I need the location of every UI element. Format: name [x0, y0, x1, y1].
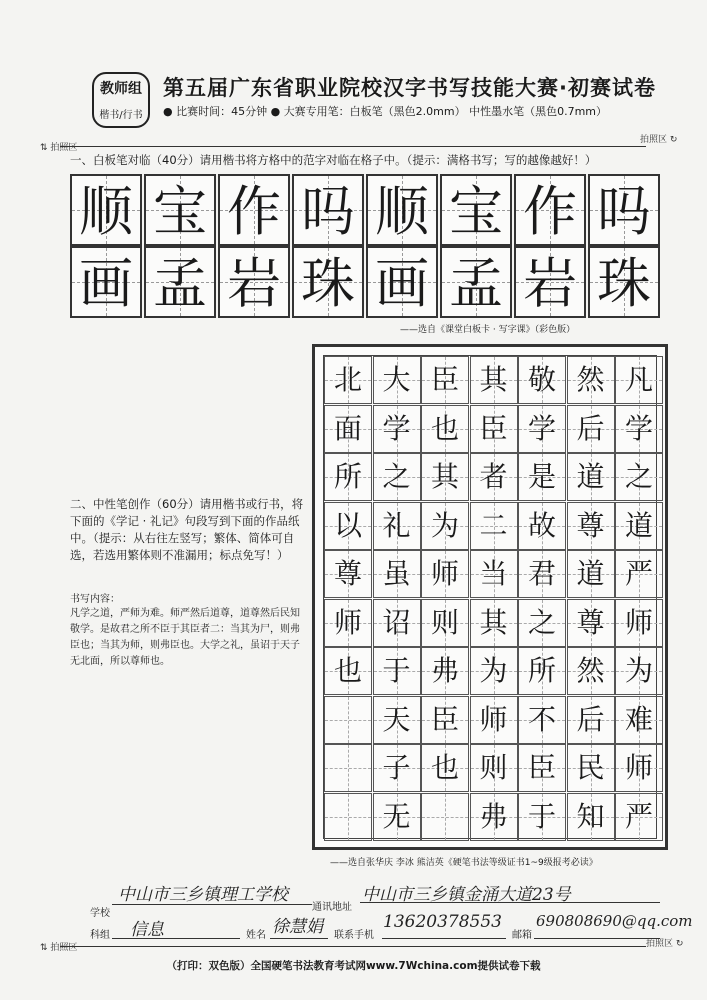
subject-label: 科组 [90, 930, 110, 941]
grid-character: 诏 [382, 605, 411, 639]
grid-cell [615, 647, 663, 695]
writing-grid-inner [323, 355, 657, 839]
grid-character: 臣 [430, 363, 459, 396]
grid-character: 道 [576, 557, 605, 590]
grid-character: 后 [576, 411, 605, 445]
model-character: 吗 [301, 180, 355, 243]
grid-character: 也 [430, 751, 459, 784]
grid-cell [324, 647, 372, 695]
name-underline [270, 938, 328, 939]
grid-character: 弗 [479, 799, 508, 833]
grid-character: 臣 [527, 751, 556, 784]
phone-underline [382, 938, 506, 939]
grid-cell [324, 453, 372, 501]
grid-character: 者 [479, 460, 508, 493]
copy-cell [218, 174, 290, 246]
grid-character: 民 [576, 751, 605, 784]
grid-cell [470, 356, 518, 404]
photo-area-label-top-right: 拍照区 ↻ [640, 135, 678, 145]
model-character: 吗 [597, 180, 651, 243]
footer-text: （打印：双色版）全国硬笔书法教育考试网www.7Wchina.com提供试卷下载 [166, 960, 541, 972]
grid-cell [615, 550, 663, 598]
grid-character: 当 [479, 557, 508, 590]
model-character: 岩 [523, 252, 577, 315]
grid-character: 之 [624, 460, 653, 493]
copy-cell [70, 246, 142, 318]
grid-character: 弗 [430, 654, 459, 687]
grid-cell [567, 599, 615, 647]
grid-cell [373, 405, 421, 453]
grid-character: 其 [479, 605, 508, 639]
grid-character: 则 [479, 751, 508, 784]
grid-cell [615, 744, 663, 792]
grid-cell [518, 696, 566, 744]
grid-character: 无 [382, 799, 411, 833]
grid-cell [615, 599, 663, 647]
grid-cell [373, 696, 421, 744]
copy-cell [366, 246, 438, 318]
grid-character: 师 [624, 751, 653, 784]
email-underline [534, 938, 660, 939]
grid-character: 北 [333, 363, 362, 396]
grid-cell [518, 453, 566, 501]
grid-cell [421, 744, 469, 792]
grid-cell [567, 696, 615, 744]
grid-cell [373, 793, 421, 841]
grid-character: 天 [382, 702, 411, 736]
grid-cell [470, 793, 518, 841]
grid-cell [615, 405, 663, 453]
model-character: 孟 [449, 252, 503, 315]
model-character: 作 [523, 180, 577, 243]
grid-character: 道 [576, 460, 605, 493]
grid-character: 为 [624, 654, 653, 687]
grid-character: 其 [430, 460, 459, 493]
grid-character: 二 [479, 508, 508, 542]
copy-cell [218, 246, 290, 318]
photo-area-label-top-left: ⇅ 拍照区 [40, 143, 78, 153]
copy-cell [440, 174, 512, 246]
model-character: 珠 [597, 252, 651, 315]
model-character: 孟 [153, 252, 207, 315]
grid-character: 严 [624, 557, 653, 590]
grid-character: 不 [527, 702, 556, 736]
grid-cell [567, 744, 615, 792]
exam-info: ● 比赛时间：45分钟 ● 大赛专用笔：白板笔（黑色2.0mm） 中性墨水笔（黑色0.7mm） [163, 105, 608, 118]
grid-cell [324, 502, 372, 550]
grid-character: 也 [430, 411, 459, 445]
grid-cell [518, 550, 566, 598]
grid-cell [518, 356, 566, 404]
grid-cell [518, 647, 566, 695]
grid-character: 道 [624, 508, 653, 542]
grid-character: 尊 [333, 557, 362, 590]
photo-area-label-bottom-left: ⇅ 拍照区 [40, 943, 78, 953]
grid-cell [324, 550, 372, 598]
grid-cell [421, 696, 469, 744]
grid-cell [421, 405, 469, 453]
grid-character: 师 [430, 557, 459, 590]
school-underline [112, 904, 312, 905]
grid-cell [470, 647, 518, 695]
section1-title: 一、白板笔对临（40分）请用楷书将方格中的范字对临在格子中。（提示：满格书写；写的越像越好！） [70, 153, 597, 167]
copy-cell [366, 174, 438, 246]
grid-character: 之 [527, 605, 556, 639]
grid-character: 为 [479, 654, 508, 687]
grid-character: 面 [333, 411, 362, 445]
grid-cell [615, 453, 663, 501]
grid-character: 凡 [624, 363, 653, 396]
grid-character: 然 [576, 654, 605, 687]
grid-character: 也 [333, 654, 362, 687]
top-divider [60, 146, 646, 147]
grid-character: 学 [527, 411, 556, 445]
writing-grid [312, 344, 668, 850]
grid-character: 大 [382, 363, 411, 396]
grid-character: 难 [624, 702, 653, 736]
model-character: 作 [227, 180, 281, 243]
grid-cell [518, 502, 566, 550]
section2-source: ——选自张华庆 李冰 熊洁英《硬笔书法等级证书1~9级报考必读》 [330, 858, 598, 868]
grid-cell [615, 502, 663, 550]
grid-cell [373, 744, 421, 792]
copy-row-2 [70, 246, 664, 318]
grid-character: 尊 [576, 605, 605, 639]
address-underline [360, 902, 660, 903]
grid-character: 学 [382, 411, 411, 445]
grid-character: 子 [382, 751, 411, 784]
grid-cell [567, 405, 615, 453]
grid-character: 其 [479, 363, 508, 396]
grid-cell [470, 453, 518, 501]
grid-character: 礼 [382, 508, 411, 542]
model-character: 顺 [375, 180, 429, 243]
group-badge [92, 72, 150, 128]
grid-cell [324, 599, 372, 647]
grid-cell [567, 502, 615, 550]
grid-character: 臣 [430, 702, 459, 736]
grid-cell [324, 405, 372, 453]
grid-cell [615, 696, 663, 744]
grid-cell [373, 647, 421, 695]
grid-cell [518, 599, 566, 647]
grid-character: 所 [527, 654, 556, 687]
grid-cell [373, 502, 421, 550]
copy-cell [514, 246, 586, 318]
grid-cell [567, 453, 615, 501]
grid-cell [518, 793, 566, 841]
grid-cell [470, 405, 518, 453]
grid-character: 则 [430, 605, 459, 639]
section1-source: ——选自《课堂白板卡 · 写字课》（彩色版） [400, 325, 576, 335]
grid-cell [373, 550, 421, 598]
model-character: 宝 [153, 180, 207, 243]
grid-character: 尊 [576, 508, 605, 542]
copy-row-1 [70, 174, 664, 246]
phone-value: 13620378553 [383, 912, 502, 932]
grid-cell [518, 405, 566, 453]
content-text: 凡学之道，严师为难。师严然后道尊，道尊然后民知敬学。是故君之所不臣于其臣者二：当其为尸，则弗臣也；当其为师，则弗臣也。大学之礼，虽诏于天子无北面，所以尊师也。 [70, 608, 300, 667]
email-value: 690808690@qq.com [536, 912, 693, 930]
grid-character: 之 [382, 460, 411, 493]
grid-character: 于 [527, 799, 556, 833]
grid-character: 严 [624, 799, 653, 833]
grid-cell [470, 502, 518, 550]
grid-character: 虽 [382, 557, 411, 590]
grid-character: 学 [624, 411, 653, 445]
copy-cell [440, 246, 512, 318]
copy-cell [292, 174, 364, 246]
phone-label: 联系手机 [334, 930, 374, 941]
grid-character: 后 [576, 702, 605, 736]
page-title: 第五届广东省职业院校汉字书写技能大赛·初赛试卷 [163, 76, 656, 100]
grid-cell [567, 793, 615, 841]
copy-cell [144, 246, 216, 318]
grid-character: 以 [333, 508, 362, 542]
grid-character: 臣 [479, 411, 508, 445]
grid-cell [567, 550, 615, 598]
grid-character: 敬 [527, 363, 556, 396]
grid-cell [615, 356, 663, 404]
copy-cell [144, 174, 216, 246]
section2-title: 二、中性笔创作（60分）请用楷书或行书，将下面的《学记 · 礼记》句段写到下面的作品纸中。（提示：从右往左竖写；繁体、简体可自选，若选用繁体则不准漏用；标点免写！） [70, 497, 304, 562]
copy-cell [70, 174, 142, 246]
model-character: 宝 [449, 180, 503, 243]
grid-cell [470, 744, 518, 792]
grid-cell [421, 793, 469, 841]
grid-cell [373, 356, 421, 404]
copy-cell [588, 174, 660, 246]
name-value: 徐慧娟 [272, 917, 323, 937]
subject-underline [112, 938, 240, 939]
name-label: 姓名 [246, 930, 266, 941]
grid-cell [421, 453, 469, 501]
model-character: 画 [79, 252, 133, 315]
model-character: 岩 [227, 252, 281, 315]
email-label: 邮箱 [512, 930, 532, 941]
grid-cell [421, 356, 469, 404]
grid-character: 故 [527, 508, 556, 542]
school-label: 学校 [90, 908, 110, 919]
photo-area-label-bottom-right: 拍照区 ↻ [646, 939, 684, 949]
model-character: 画 [375, 252, 429, 315]
grid-cell [470, 550, 518, 598]
grid-character: 为 [430, 508, 459, 542]
content-label: 书写内容： [70, 594, 120, 605]
copy-cell [514, 174, 586, 246]
grid-cell [324, 696, 372, 744]
address-label: 通讯地址 [312, 902, 352, 913]
grid-cell [324, 744, 372, 792]
grid-cell [421, 550, 469, 598]
grid-character: 所 [333, 460, 362, 493]
grid-character: 知 [576, 799, 605, 833]
address-value: 中山市三乡镇金涌大道23号 [362, 885, 571, 905]
model-character: 顺 [79, 180, 133, 243]
grid-cell [567, 647, 615, 695]
copy-cell [588, 246, 660, 318]
bottom-divider [60, 946, 646, 947]
school-value: 中山市三乡镇理工学校 [118, 885, 288, 905]
model-character: 珠 [301, 252, 355, 315]
badge-top-text: 教师组 [100, 81, 142, 97]
grid-cell [470, 599, 518, 647]
grid-cell [421, 647, 469, 695]
grid-character: 师 [479, 702, 508, 736]
grid-character: 师 [624, 605, 653, 639]
grid-cell [324, 356, 372, 404]
subject-value: 信息 [130, 920, 164, 940]
grid-cell [615, 793, 663, 841]
grid-cell [421, 599, 469, 647]
grid-character: 君 [527, 557, 556, 590]
grid-character: 于 [382, 654, 411, 687]
grid-cell [324, 793, 372, 841]
grid-character: 师 [333, 605, 362, 639]
grid-cell [373, 599, 421, 647]
grid-character: 然 [576, 363, 605, 396]
copy-cell [292, 246, 364, 318]
grid-cell [518, 744, 566, 792]
grid-cell [421, 502, 469, 550]
badge-bottom-text: 楷书/行书 [99, 110, 143, 121]
grid-cell [373, 453, 421, 501]
grid-cell [567, 356, 615, 404]
grid-cell [470, 696, 518, 744]
grid-character: 是 [527, 460, 556, 493]
